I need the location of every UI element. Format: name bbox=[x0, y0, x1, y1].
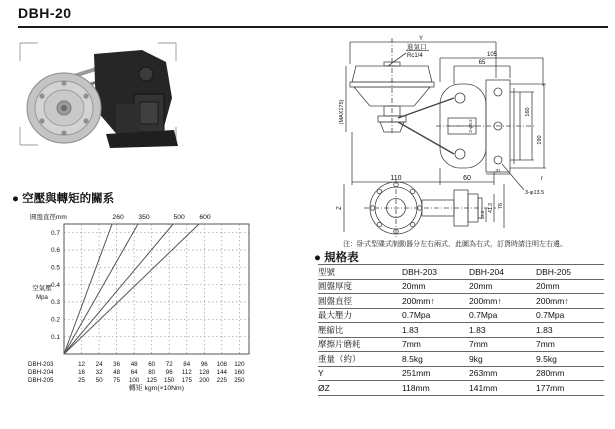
spec-cell-value: 200mm↑ bbox=[536, 295, 569, 306]
spec-column-header: DBH-203 bbox=[402, 266, 437, 277]
x-row-label: DBH-205 bbox=[28, 377, 54, 384]
spec-table bbox=[318, 264, 604, 396]
spec-table-row bbox=[318, 309, 604, 324]
spec-cell-value: 1.83 bbox=[402, 324, 419, 335]
spec-row-label: 重量（約） bbox=[318, 353, 361, 364]
y-axis-label: 空氣壓 bbox=[32, 285, 52, 292]
spec-cell-value: 7mm bbox=[536, 339, 555, 350]
spec-cell-value: 0.7Mpa bbox=[536, 310, 565, 321]
x-tick-value: 112 bbox=[181, 369, 192, 376]
y-tick-label: 0.4 bbox=[50, 281, 60, 289]
spec-cell-value: 1.83 bbox=[469, 324, 486, 335]
spec-cell-value: 7mm bbox=[402, 339, 421, 350]
x-row-label: DBH-203 bbox=[28, 361, 54, 368]
dim-76-label: 76 bbox=[498, 202, 504, 210]
x-tick-value: 200 bbox=[199, 377, 210, 384]
spec-cell-value: 280mm bbox=[536, 368, 565, 379]
x-tick-value: 32 bbox=[95, 369, 103, 376]
chart-section-title: ● 空壓與轉矩的關系 bbox=[12, 193, 115, 205]
spec-table-row bbox=[318, 367, 604, 382]
dim-160-label: 160 bbox=[525, 107, 531, 117]
spec-row-label: 摩擦片磨耗 bbox=[318, 339, 361, 350]
spec-column-header: DBH-204 bbox=[469, 266, 504, 277]
diameter-line-label: 500 bbox=[173, 214, 185, 221]
dim-190-label: 190 bbox=[537, 135, 543, 145]
dim-41-label: 41.3 bbox=[488, 203, 494, 213]
y-tick-label: 0.3 bbox=[50, 299, 60, 307]
y-tick-label: 0.5 bbox=[50, 264, 60, 272]
x-tick-value: 12 bbox=[78, 361, 85, 368]
x-tick-value: 72 bbox=[165, 361, 173, 368]
spec-cell-value: 20mm bbox=[469, 281, 493, 292]
x-tick-value: 75 bbox=[113, 377, 121, 384]
diameter-line-600 bbox=[64, 224, 199, 354]
spec-cell-value: 8.5kg bbox=[402, 353, 423, 364]
x-tick-value: 36 bbox=[113, 361, 121, 368]
diameter-line-260 bbox=[64, 224, 112, 354]
spec-label-header: 型號 bbox=[318, 266, 336, 277]
spec-row-label: Y bbox=[318, 368, 324, 379]
spec-section-title: ● 規格表 bbox=[314, 252, 359, 264]
x-tick-value: 150 bbox=[164, 377, 175, 384]
y-tick-label: 0.1 bbox=[50, 333, 60, 341]
diameter-line-label: 350 bbox=[138, 214, 150, 221]
x-tick-value: 48 bbox=[130, 361, 138, 368]
spec-cell-value: 20mm bbox=[402, 281, 426, 292]
diameter-line-350 bbox=[64, 224, 138, 354]
x-tick-value: 160 bbox=[234, 369, 245, 376]
spec-table-row bbox=[318, 381, 604, 396]
x-tick-value: 144 bbox=[216, 369, 227, 376]
spec-table-row bbox=[318, 323, 604, 338]
page-title: DBH-20 bbox=[18, 5, 72, 21]
spec-table-row bbox=[318, 294, 604, 309]
air-inlet-thread-label: Rc1/4 bbox=[407, 53, 423, 59]
brake-caliper-photo bbox=[27, 50, 178, 148]
x-tick-value: 60 bbox=[148, 361, 156, 368]
spec-cell-value: 0.7Mpa bbox=[469, 310, 498, 321]
spec-cell-value: 263mm bbox=[469, 368, 498, 379]
spec-cell-value: 9kg bbox=[469, 353, 483, 364]
y-axis-unit: Mpa bbox=[36, 295, 48, 301]
spec-cell-value: 20mm bbox=[536, 281, 560, 292]
spec-table-row bbox=[318, 338, 604, 353]
x-tick-value: 96 bbox=[165, 369, 173, 376]
dim-60-label: 60 bbox=[463, 175, 471, 182]
x-tick-value: 96 bbox=[200, 361, 208, 368]
x-tick-value: 100 bbox=[128, 377, 140, 384]
torque-chart-svg bbox=[14, 206, 314, 396]
spec-row-label: 壓縮比 bbox=[318, 324, 344, 335]
dim-r-label: r bbox=[541, 176, 543, 182]
x-tick-value: 25 bbox=[78, 377, 85, 384]
x-tick-value: 225 bbox=[216, 377, 227, 384]
y-tick-label: 0.7 bbox=[50, 229, 60, 237]
dim-pins-label: 2-φ9.2 bbox=[468, 119, 473, 133]
dim-y-label: Y bbox=[418, 36, 424, 42]
dim-110-label: 110 bbox=[390, 175, 402, 182]
x-tick-value: 24 bbox=[95, 361, 103, 368]
x-tick-value: 120 bbox=[234, 361, 245, 368]
spec-row-label: 圓盤厚度 bbox=[318, 281, 353, 292]
spec-table-row bbox=[318, 352, 604, 367]
x-tick-value: 80 bbox=[148, 369, 156, 376]
dim-max175-label: (MAX175) bbox=[339, 99, 345, 125]
spec-cell-value: 141mm bbox=[469, 382, 498, 393]
spec-cell-value: 1.83 bbox=[536, 324, 553, 335]
spec-cell-value: 118mm bbox=[402, 382, 430, 393]
product-photo bbox=[14, 36, 182, 150]
dim-12-label: 12.5 bbox=[480, 210, 485, 220]
dim-z-label: Z bbox=[337, 206, 343, 210]
x-tick-value: 16 bbox=[78, 369, 85, 376]
diameter-line-label: 260 bbox=[112, 214, 124, 221]
x-tick-value: 128 bbox=[199, 369, 210, 376]
x-tick-value: 48 bbox=[113, 369, 121, 376]
y-tick-label: 0.6 bbox=[50, 247, 60, 255]
diameter-line-label: 600 bbox=[199, 214, 211, 221]
diameter-line-500 bbox=[64, 224, 173, 354]
spec-cell-value: 177mm bbox=[536, 382, 565, 393]
dim-holes-label: 3-φ13.5 bbox=[525, 190, 545, 196]
spec-cell-value: 9.5kg bbox=[536, 353, 557, 364]
spec-cell-value: 251mm bbox=[402, 368, 431, 379]
spec-cell-value: 7mm bbox=[469, 339, 488, 350]
spec-row-label: ØZ bbox=[318, 382, 330, 393]
air-inlet-label: 進氣口 bbox=[407, 44, 427, 51]
y-tick-label: 0.2 bbox=[50, 316, 60, 324]
spec-table-row bbox=[318, 280, 604, 295]
top-axis-label: 圓盤直徑mm bbox=[30, 214, 67, 221]
dim-31-label: 31 bbox=[495, 168, 501, 173]
x-tick-value: 175 bbox=[181, 377, 192, 384]
x-tick-value: 50 bbox=[95, 377, 103, 384]
drawing-note: 注：卧式型碟式制動器分左右兩式，此圖為右式，訂貨時請注明左右邊。 bbox=[343, 241, 567, 248]
x-tick-value: 125 bbox=[146, 377, 157, 384]
x-row-label: DBH-204 bbox=[28, 369, 54, 376]
technical-drawing bbox=[336, 32, 612, 238]
spec-table-header-row bbox=[318, 264, 604, 280]
spec-cell-value: 200mm↑ bbox=[469, 295, 502, 306]
spec-row-label: 最大壓力 bbox=[318, 310, 353, 321]
spec-row-label: 圓盤直徑 bbox=[318, 295, 353, 306]
x-tick-value: 84 bbox=[183, 361, 191, 368]
x-tick-value: 64 bbox=[130, 369, 138, 376]
spec-cell-value: 0.7Mpa bbox=[402, 310, 431, 321]
x-tick-value: 108 bbox=[216, 361, 227, 368]
spec-column-header: DBH-205 bbox=[536, 266, 571, 277]
dim-105-label: 105 bbox=[486, 52, 498, 58]
x-tick-value: 250 bbox=[234, 377, 245, 384]
x-axis-label: 轉矩 kgm(×10Nm) bbox=[129, 385, 184, 392]
spec-cell-value: 200mm↑ bbox=[402, 295, 435, 306]
dim-65-label: 65 bbox=[478, 60, 486, 66]
title-rule bbox=[18, 26, 608, 28]
